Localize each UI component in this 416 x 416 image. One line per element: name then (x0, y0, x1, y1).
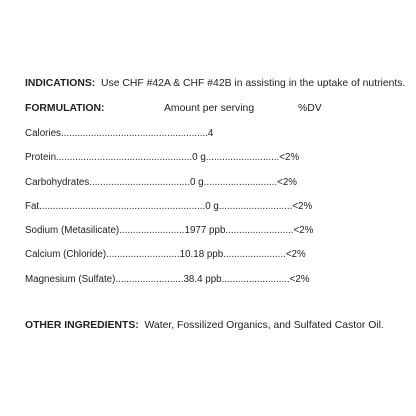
indications-text: Use CHF #42A & CHF #42B in assisting in the uptake of nutrients. (101, 78, 406, 89)
nutrient-row-protein (25, 151, 395, 175)
nutrient-amount: 1977 ppb (184, 225, 226, 237)
nutrient-amount: 10.18 ppb (179, 249, 224, 261)
indications-line (25, 78, 405, 89)
dot-leader: ......................... (221, 273, 290, 285)
dot-leader: ........................ (119, 225, 185, 237)
dot-leader: ........................... (218, 200, 293, 212)
nutrient-name: Calcium (Chloride) (25, 249, 107, 261)
nutrient-dv: <2% (289, 273, 310, 285)
nutrient-row-calories (25, 127, 395, 151)
nutrient-row-fat (25, 200, 395, 224)
other-ingredients-label: OTHER INGREDIENTS: (25, 320, 139, 331)
nutrient-dv: <2% (279, 152, 300, 164)
nutrient-dv: <2% (285, 249, 306, 261)
nutrient-row-magnesium (25, 273, 395, 297)
nutrient-row-calcium (25, 248, 395, 272)
nutrient-row-sodium (25, 224, 395, 248)
dot-leader: ........................... (205, 152, 280, 164)
daily-value-header: %DV (298, 103, 322, 114)
dot-leader: ......................... (225, 225, 294, 237)
dot-leader: ....................... (223, 249, 286, 261)
nutrient-name: Carbohydrates (25, 176, 90, 188)
nutrient-table (25, 127, 395, 297)
nutrient-name: Fat (25, 200, 40, 212)
nutrient-amount: 38.4 ppb (183, 273, 222, 285)
amount-per-serving-header: Amount per serving (164, 103, 255, 114)
nutrient-amount: 4 (207, 128, 214, 139)
dot-leader: ..................................... (89, 176, 190, 188)
other-ingredients-text: Water, Fossilized Organics, and Sulfated Castor Oil. (144, 320, 384, 331)
dot-leader: ............................................................. (39, 200, 206, 212)
nutrient-name: Sodium (Metasilicate) (25, 225, 120, 237)
formulation-header (25, 103, 395, 117)
dot-leader: ........................... (106, 249, 180, 261)
nutrient-dv: <2% (292, 200, 313, 212)
dot-leader: ........................... (203, 176, 278, 188)
indications-label: INDICATIONS: (25, 78, 96, 89)
dot-leader: .................................................. (56, 152, 193, 164)
nutrient-amount: 0 g (189, 176, 204, 188)
nutrient-name: Calories (25, 128, 61, 139)
dot-leader: ......................... (115, 273, 184, 285)
nutrient-dv: <2% (293, 225, 314, 237)
nutrient-name: Magnesium (Sulfate) (25, 273, 116, 285)
formulation-label: FORMULATION: (25, 103, 105, 114)
nutrient-amount: 0 g (205, 200, 219, 212)
nutrient-amount: 0 g (192, 152, 206, 164)
nutrient-row-carbohydrates (25, 176, 395, 200)
nutrient-dv: <2% (277, 176, 297, 188)
dot-leader: ...................................................... (60, 128, 208, 139)
nutrient-name: Protein (25, 152, 57, 164)
other-ingredients-line (25, 320, 405, 331)
